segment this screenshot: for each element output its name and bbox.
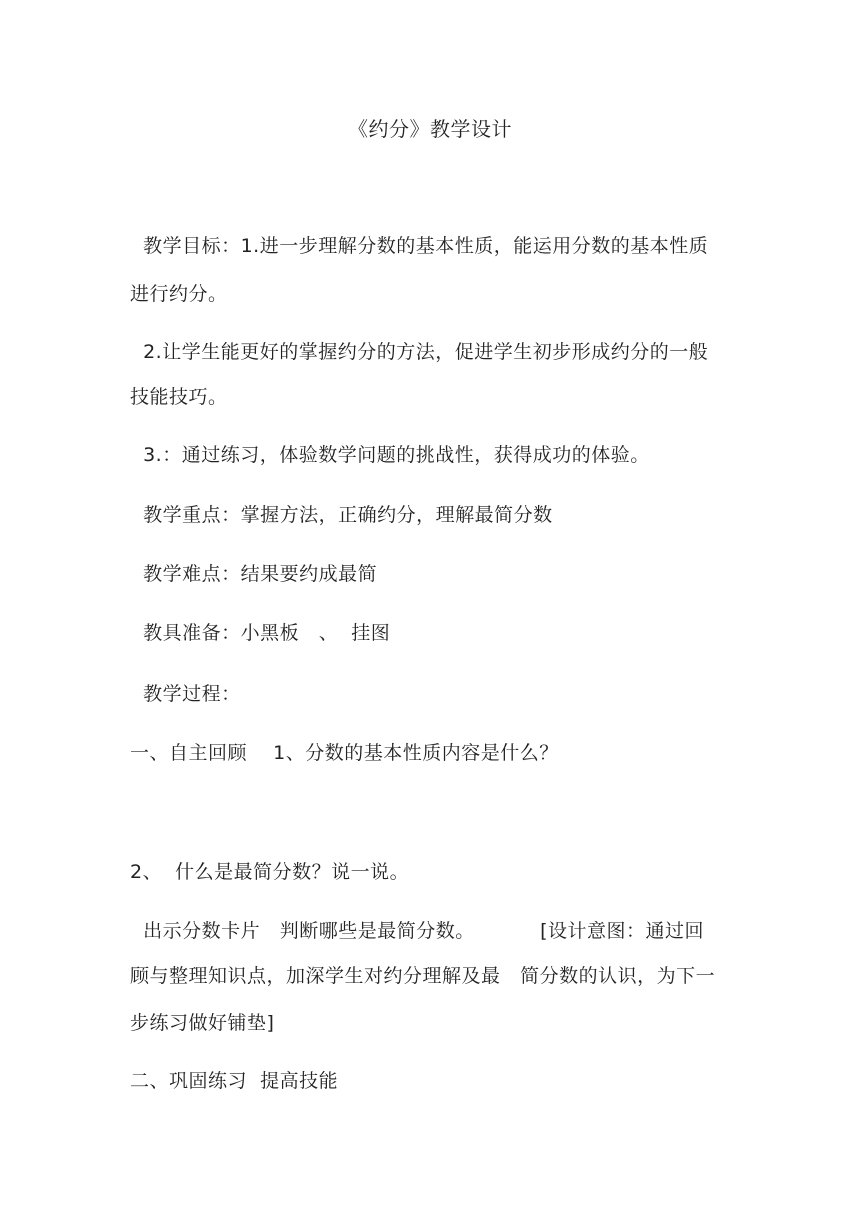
objective-line-3: 3.：通过练习，体验数学问题的挑战性，获得成功的体验。 [130,444,650,466]
objective-line-1: 教学目标：1.进一步理解分数的基本性质，能运用分数的基本性质 [130,235,709,257]
design-intent-line-1: 出示分数卡片 判断哪些是最简分数。 [设计意图：通过回 [130,920,705,942]
design-intent-line-3: 步练习做好铺垫] [130,1012,275,1034]
teaching-focus: 教学重点：掌握方法，正确约分，理解最简分数 [130,504,553,526]
teaching-aids: 教具准备：小黑板 、 挂图 [130,622,391,644]
objective-line-2: 2.让学生能更好的掌握约分的方法，促进学生初步形成约分的一般 [130,341,709,363]
section-1-item-2: 2、 什么是最简分数？说一说。 [130,861,410,883]
design-intent-line-2: 顾与整理知识点，加深学生对约分理解及最 简分数的认识，为下一 [130,965,716,987]
section-2-heading: 二、巩固练习 提高技能 [130,1070,339,1092]
teaching-difficulty: 教学难点：结果要约成最简 [130,563,378,585]
section-1-heading: 一、自主回顾 1、分数的基本性质内容是什么？ [130,742,559,764]
objective-line-2-cont: 技能技巧。 [130,386,228,408]
objective-line-1-cont: 进行约分。 [130,283,228,305]
teaching-process-heading: 教学过程： [130,683,241,705]
document-title: 《约分》教学设计 [348,117,512,141]
